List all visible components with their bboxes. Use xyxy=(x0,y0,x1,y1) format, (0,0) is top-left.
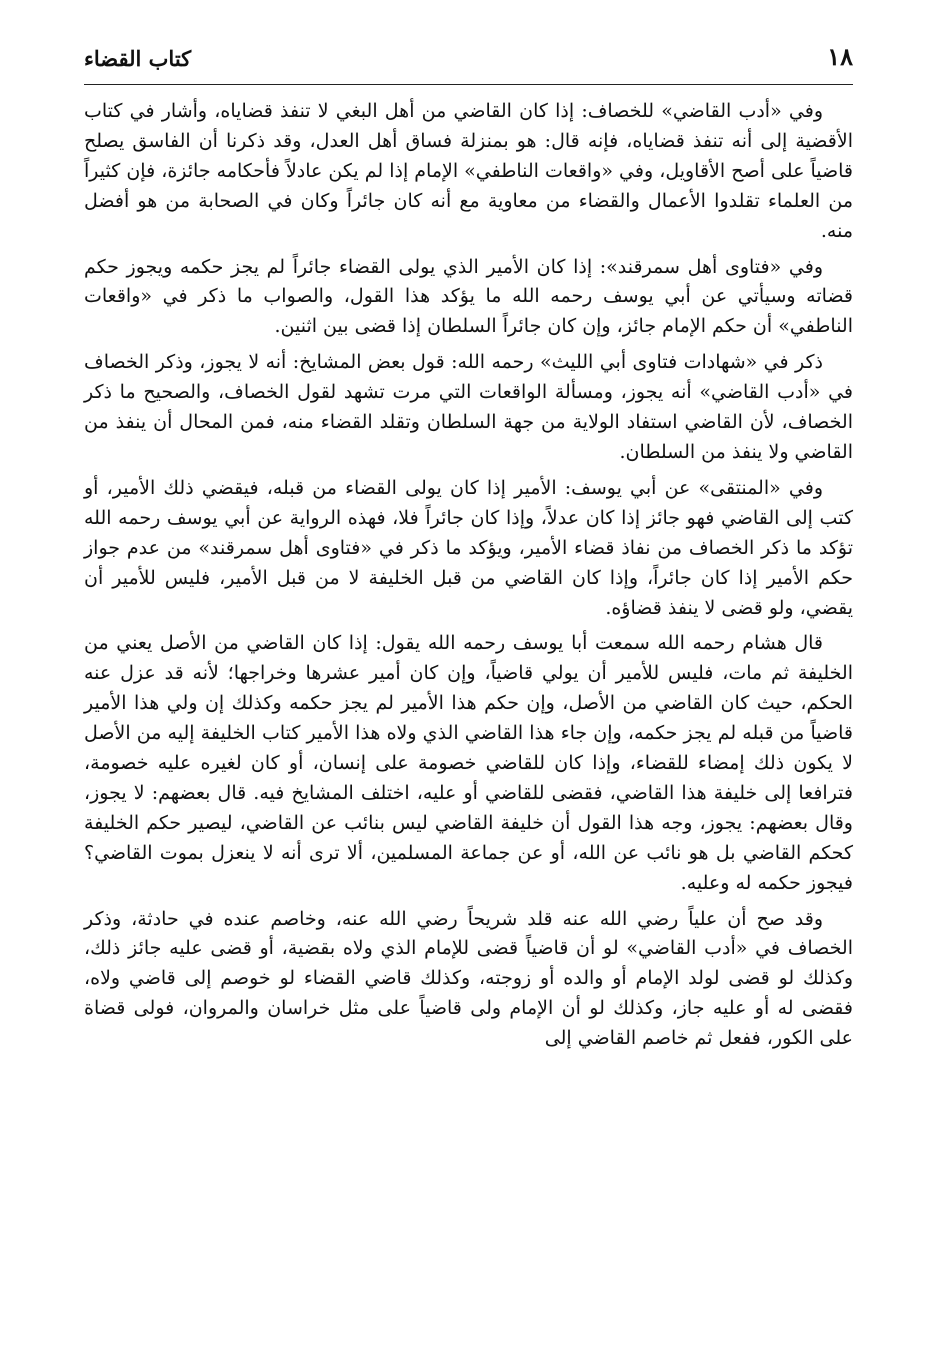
paragraph: وفي «فتاوى أهل سمرقند»: إذا كان الأمير الذي يولى القضاء جائراً لم يجز حكمه ويجوز حكم قضاته وسيأتي عن أبي يوسف رحمه الله ما يؤكد هذا القول، والصواب ما ذكر في «واقعات الناطفي» أن حكم الإمام جائز، وإن كان جائراً السلطان إذا قضى بين اثنين. xyxy=(84,255,853,338)
paragraph: وفي «المنتقى» عن أبي يوسف: الأمير إذا كان يولى القضاء من قبله، فيقضي ذلك الأمير، أو كتب إلى القاضي فهو جائز إذا كان عدلاً، وإذا كان جائراً فلا، فهذه الرواية عن أبي يوسف رحمه الله تؤكد ما ذكر الخصاف من نفاذ قضاء الأمير، ويؤكد ما ذكر في «فتاوى أهل سمرقند» من عدم جواز حكم الأمير إذا كان جائراً، وإذا كان القاضي من قبل الخليفة لا من قبل الأمير، فليس للأمير أن يقضي، ولو قضى لا ينفذ قضاؤه. xyxy=(84,476,853,619)
paragraph: ذكر في «شهادات فتاوى أبي الليث» رحمه الله: قول بعض المشايخ: أنه لا يجوز، وذكر الخصاف في «أدب القاضي» أنه يجوز، ومسألة الواقعات التي مرت تشهد لقول الخصاف، والصحيح ما ذكر الخصاف، لأن القاضي استفاد الولاية من جهة السلطان وتقلد القضاء منه، فمن المحال أن ينفذ من القاضي ولا ينفذ من السلطان. xyxy=(84,351,853,463)
paragraph: وقد صح أن علياً رضي الله عنه قلد شريحاً رضي الله عنه، وخاصم عنده في حادثة، وذكر الخصاف في «أدب القاضي» لو أن قاضياً قضى للإمام الذي ولاه بقضية، أو قضى عليه جائز ذلك، وكذلك لو قضى لولد الإمام أو والده أو زوجته، وكذلك قاضي القضاء لو خوصم إلى قاضي ولاه، فقضى له أو عليه جاز، وكذلك لو أن الإمام ولى قاضياً على مثل خراسان والمروان، فولى قضاة على الكور، ففعل ثم خاصم القاضي إلى xyxy=(84,907,853,1050)
book-title: كتاب القضاء xyxy=(84,46,192,71)
body-text xyxy=(84,97,853,1060)
page-header xyxy=(84,38,853,85)
page-number: ١٨ xyxy=(827,42,853,71)
paragraph: وفي «أدب القاضي» للخصاف: إذا كان القاضي من أهل البغي لا تنفذ قضاياه، وأشار في كتاب الأقضية إلى أنه تنفذ قضاياه، فإنه قال: هو بمنزلة فساق أهل العدل، وقد ذكرنا أن الفاسق يصلح قاضياً على أصح الأقاويل، وفي «واقعات الناطفي» الإمام إذا لم يكن عادلاً فأحكامه جائزة، فإن كثيراً من العلماء تقلدوا الأعمال والقضاء من معاوية مع أنه كان جائراً وكان في الصحابة من هو أفضل منه. xyxy=(84,100,853,242)
paragraph: قال هشام رحمه الله سمعت أبا يوسف رحمه الله يقول: إذا كان القاضي من الأصل يعني من الخليفة ثم مات، فليس للأمير أن يولي قاضياً، وإن كان أمير عشرها وخراجها؛ لأنه قد عزل عنه الحكم، حيث كان القاضي من الأصل، وإن حكم هذا الأمير لم يجز حكمه وكذلك إن ولي هذا الأمير قاضياً من قبله لم يجز حكمه، وإن جاء هذا القاضي الذي ولاه هذا الأمير كتاب الخليفة إليه من الأصل لا يكون ذلك إمضاء للقضاء، وإذا كان للقاضي خصومة على إنسان، أو كان لغيره عليه خصومة، فترافعا إلى خليفة هذا القاضي، فقضى للقاضي أو عليه، اختلف المشايخ فيه. قال بعضهم: لا يجوز، وقال بعضهم: يجوز، وجه هذا القول أن خليفة القاضي ليس بنائب عن القاضي، ليصير حكم الخليفة كحكم القاضي بل هو نائب عن الله، أو عن جماعة المسلمين، ألا ترى أنه لا ينعزل بموت القاضي؟ فيجوز حكمه له وعليه. xyxy=(84,632,853,894)
